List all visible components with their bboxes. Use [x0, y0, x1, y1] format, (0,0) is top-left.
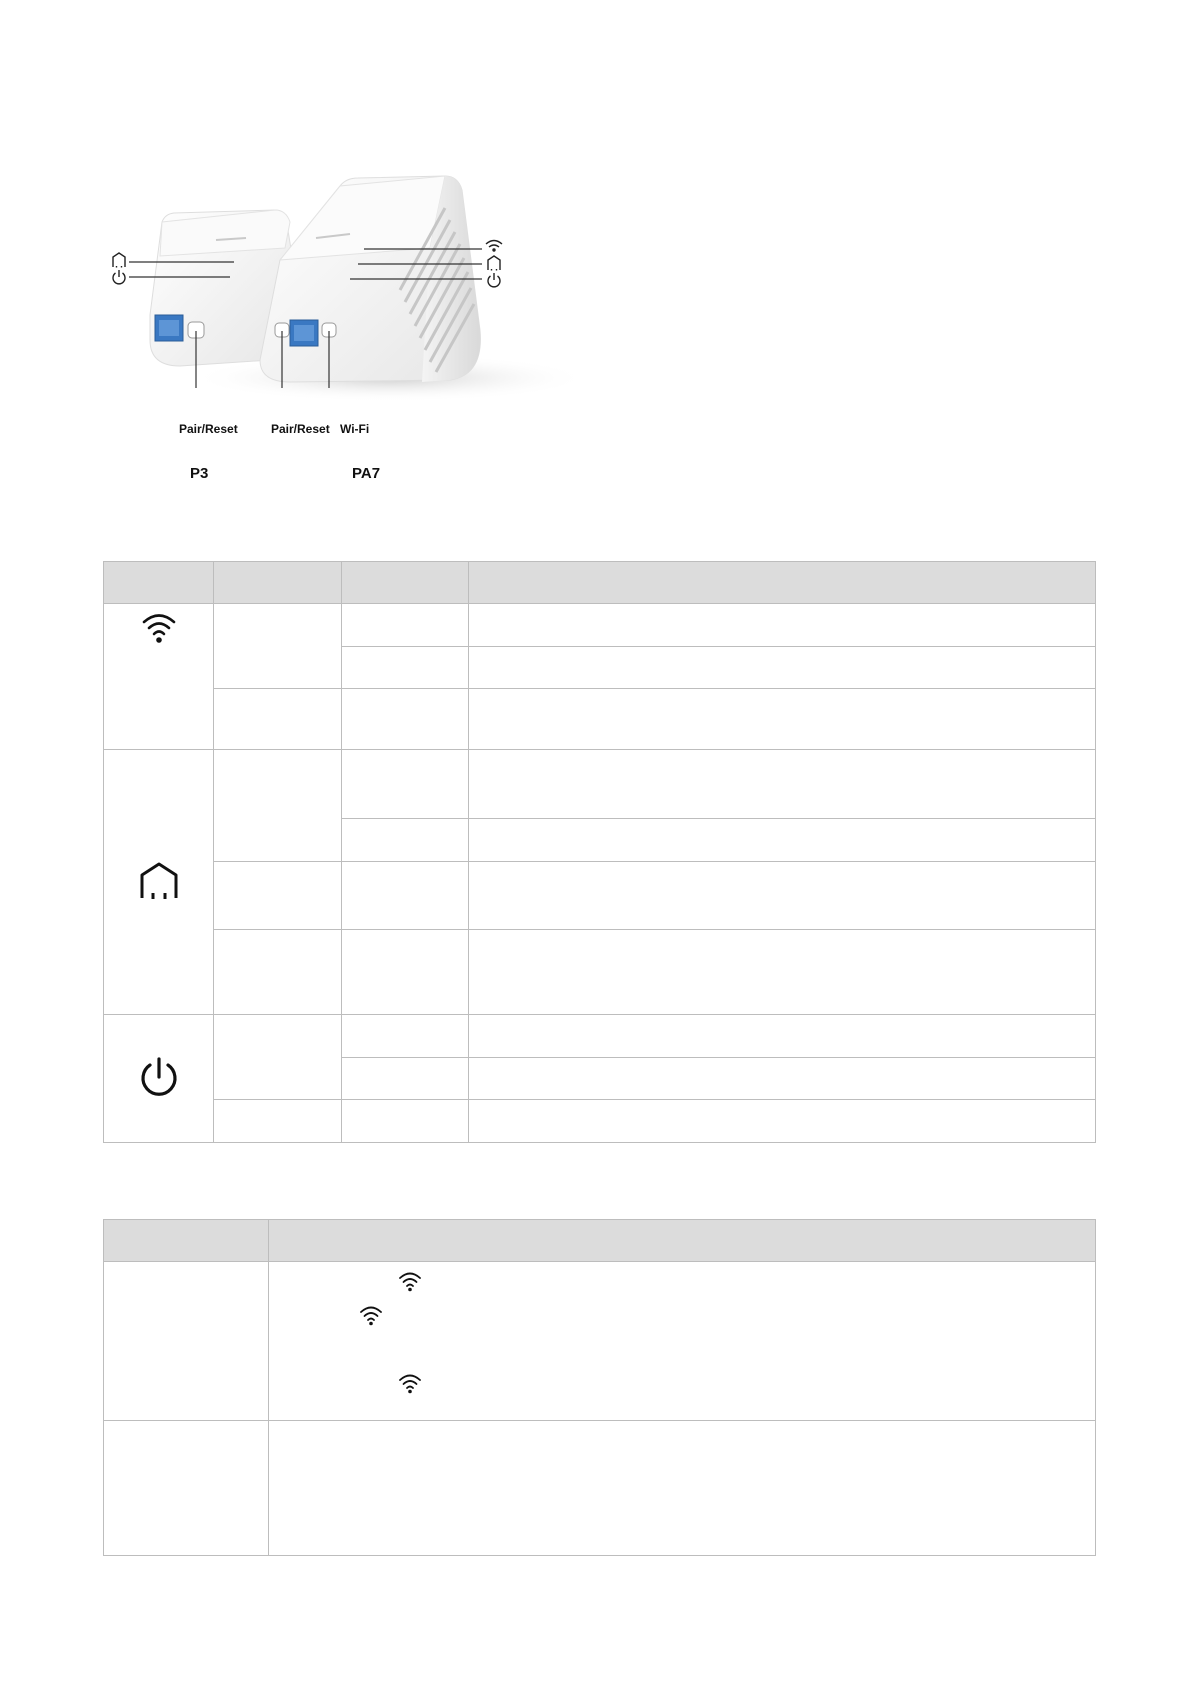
desc-line: [277, 1298, 1087, 1332]
wifi-icon: [397, 1269, 423, 1293]
powerline-icon: [113, 253, 125, 268]
table-row: [104, 604, 1096, 647]
table-row: [104, 862, 1096, 930]
pair-reset-label-p3: Pair/Reset: [179, 422, 238, 436]
table-cell: [342, 930, 469, 1015]
header-cell: [214, 562, 342, 604]
led-indicator-table: [103, 561, 1096, 1143]
table-cell: [469, 689, 1096, 750]
header-cell: [469, 562, 1096, 604]
table-cell: [214, 1100, 342, 1143]
table-cell: [214, 1015, 342, 1100]
table-cell: [214, 604, 342, 689]
table-cell: [342, 689, 469, 750]
powerline-adapters-illustration: [100, 170, 590, 500]
table-cell: [469, 819, 1096, 862]
model-label-p3: P3: [190, 465, 209, 482]
table-row: [104, 1421, 1096, 1556]
table-header-row: [104, 1220, 1096, 1262]
table-row: [104, 750, 1096, 819]
table-cell: [469, 750, 1096, 819]
table-cell: [469, 930, 1096, 1015]
table-cell: [469, 604, 1096, 647]
table-cell: [469, 1015, 1096, 1058]
model-label-pa7: PA7: [352, 465, 381, 482]
table-cell: [342, 647, 469, 689]
table-cell: [104, 1421, 269, 1556]
wifi-led-icon-cell: [104, 604, 214, 750]
powerline-icon: [137, 859, 181, 903]
table-cell: [342, 1015, 469, 1058]
table-row: [104, 1262, 1096, 1421]
product-figure: [100, 170, 590, 500]
wifi-button-label: Wi-Fi: [340, 422, 370, 436]
table-cell: [214, 750, 342, 862]
table-cell: [342, 1058, 469, 1100]
header-cell: [269, 1220, 1096, 1262]
table-row: [104, 930, 1096, 1015]
desc-line: [277, 1264, 1087, 1298]
table-cell: [104, 1262, 269, 1421]
header-cell: [104, 1220, 269, 1262]
table-cell: [214, 862, 342, 930]
table-row: [104, 1015, 1096, 1058]
button-description-table: [103, 1219, 1096, 1556]
power-icon: [113, 270, 125, 284]
header-cell: [342, 562, 469, 604]
wifi-icon: [139, 608, 179, 648]
table-cell: [469, 1058, 1096, 1100]
header-cell: [104, 562, 214, 604]
table-cell: [342, 1100, 469, 1143]
powerline-led-icon-cell: [104, 750, 214, 1015]
table-row: [104, 689, 1096, 750]
wifi-icon: [486, 241, 502, 252]
powerline-icon: [488, 256, 500, 271]
table-cell: [269, 1421, 1096, 1556]
table-cell: [469, 1100, 1096, 1143]
table-cell: [342, 604, 469, 647]
table-cell: [342, 862, 469, 930]
table-cell: [269, 1262, 1096, 1421]
wifi-icon: [358, 1303, 384, 1327]
table-cell: [469, 862, 1096, 930]
table-header-row: [104, 562, 1096, 604]
table-cell: [469, 647, 1096, 689]
power-led-icon-cell: [104, 1015, 214, 1143]
pair-reset-label-pa7: Pair/Reset: [271, 422, 330, 436]
table-cell: [342, 750, 469, 819]
power-icon: [488, 273, 500, 287]
table-cell: [342, 819, 469, 862]
wifi-icon: [397, 1371, 423, 1395]
table-cell: [214, 689, 342, 750]
desc-line: [277, 1366, 1087, 1400]
power-icon: [138, 1055, 180, 1099]
table-cell: [214, 930, 342, 1015]
table-row: [104, 1100, 1096, 1143]
